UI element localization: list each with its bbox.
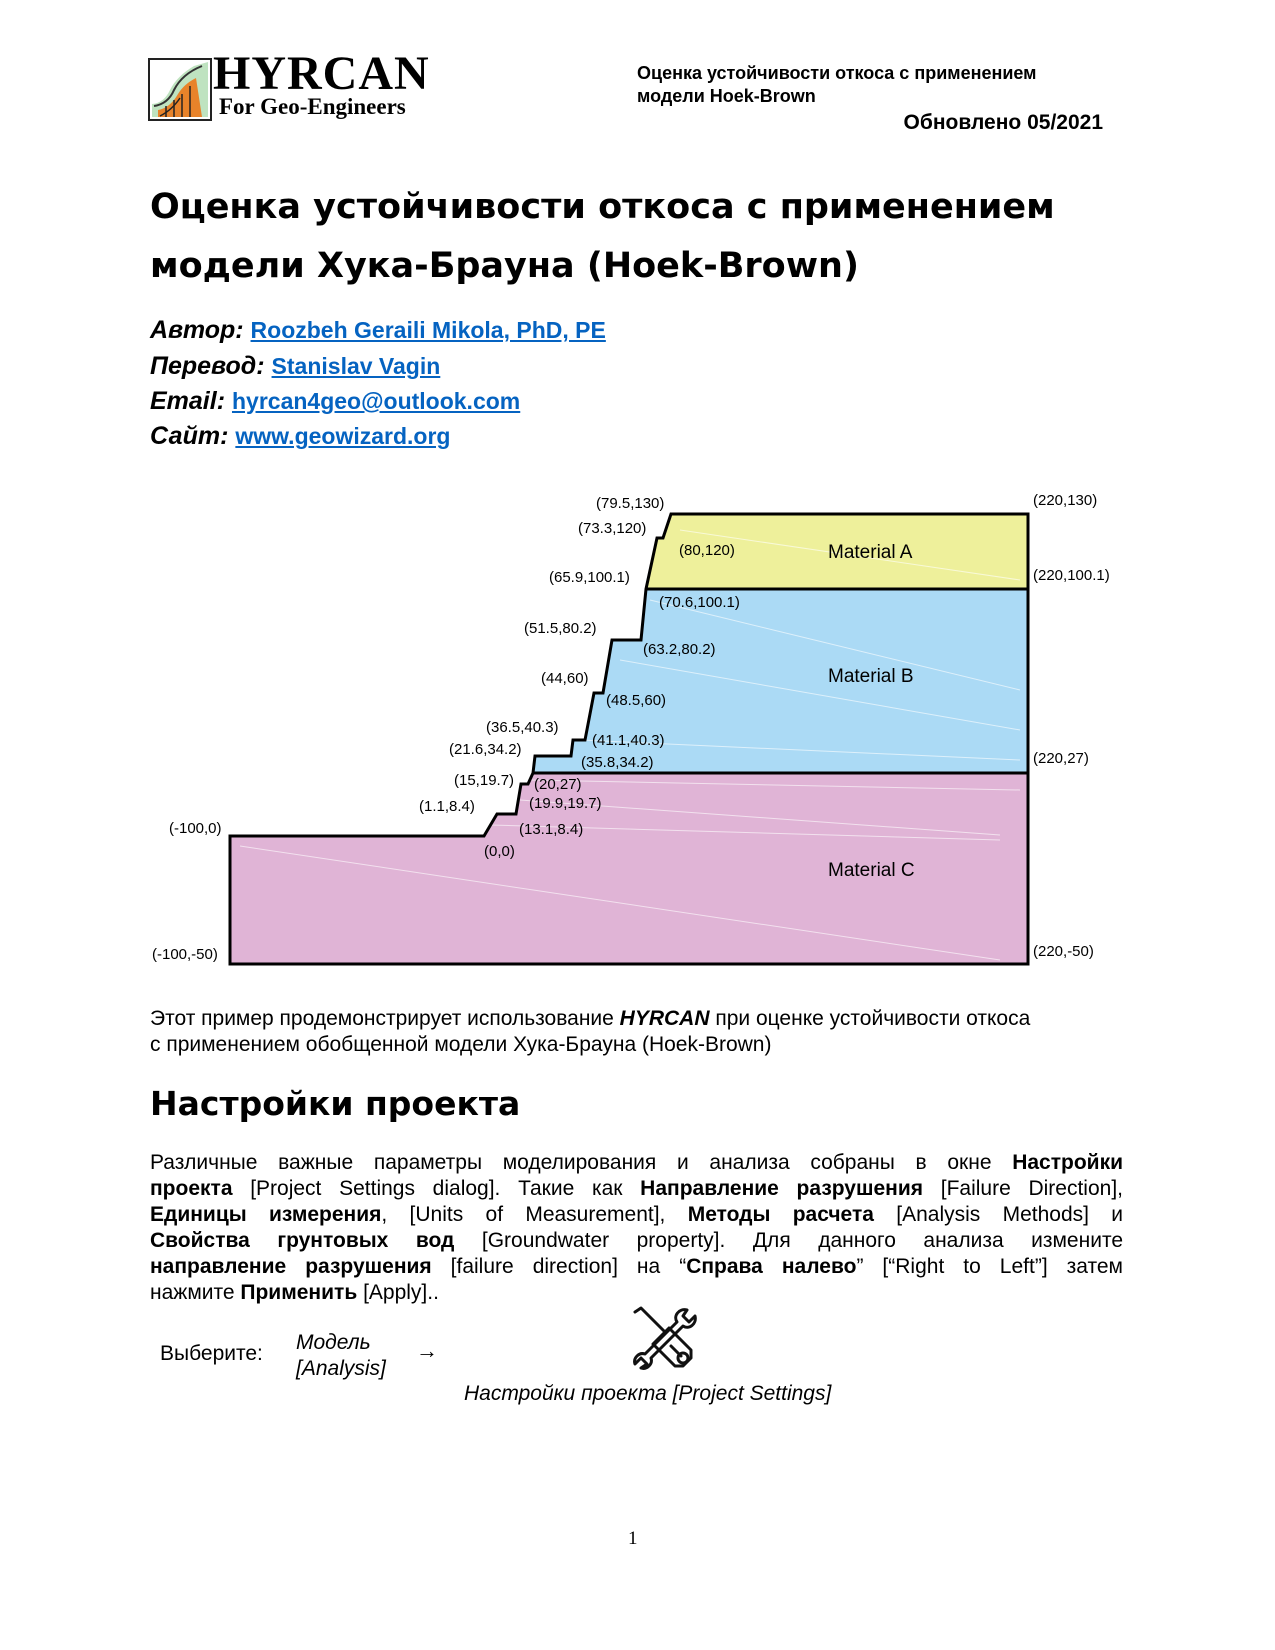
- coord-label: (65.9,100.1): [549, 569, 630, 586]
- author-label: Автор:: [150, 316, 244, 344]
- header-doc-title: Оценка устойчивости откоса с применением модели Hoek-Brown: [637, 63, 1037, 106]
- brand-name: HYRCAN: [619, 1007, 710, 1030]
- translator-label: Перевод:: [150, 352, 265, 380]
- intro-paragraph: Этот пример продемонстрирует использование HYRCAN при оценке устойчивости откоса с применением обобщенной модели Хука-Брауна (Hoek-Brown): [150, 1007, 1031, 1056]
- coord-label: (13.1,8.4): [519, 821, 584, 838]
- logo-subtitle: For Geo-Engineers: [219, 94, 406, 119]
- coord-label: (63.2,80.2): [643, 641, 716, 658]
- select-label: Выберите:: [160, 1342, 263, 1365]
- coord-label: (220,100.1): [1033, 567, 1110, 584]
- header-updated-date: Обновлено 05/2021: [903, 111, 1103, 134]
- material-a-label: Material A: [828, 542, 913, 563]
- coord-label: (36.5,40.3): [486, 719, 559, 736]
- logo-title: HYRCAN: [213, 47, 430, 100]
- tools-icon[interactable]: [631, 1306, 699, 1372]
- analysis-menu-item[interactable]: Модель [Analysis]: [296, 1331, 386, 1380]
- coord-label: (41.1,40.3): [592, 732, 665, 749]
- coord-label: (48.5,60): [606, 692, 667, 709]
- project-settings-caption: Настройки проекта [Project Settings]: [464, 1382, 832, 1405]
- coord-label: (79.5,130): [596, 495, 665, 512]
- coord-label: (35.8,34.2): [581, 754, 654, 771]
- site-link[interactable]: www.geowizard.org: [235, 423, 451, 449]
- page-number: 1: [628, 1528, 638, 1549]
- coord-label: (220,130): [1033, 492, 1098, 509]
- coord-label: (70.6,100.1): [659, 594, 740, 611]
- coord-label: (220,27): [1033, 750, 1089, 767]
- coord-label: (1.1,8.4): [419, 798, 475, 815]
- coord-label: (73.3,120): [578, 520, 647, 537]
- section-paragraph: Различные важные параметры моделирования и анализа собраны в окне Настройки проекта [Project Settings dialog]. Такие как Направление разрушения [Failure Direction], Единицы измерения, [Units of Measurement], Методы расчета [Analysis Methods] и Свойства грунтовых вод [Groundwater property]. Для данного анализа измените направление разрушения [failure direction] на “Справа налево” [“Right to Left”] затем нажмите Применить [Apply]..: [150, 1151, 1124, 1304]
- site-label: Сайт:: [150, 422, 229, 450]
- section-heading: Настройки проекта: [150, 1084, 521, 1123]
- coord-label: (19.9,19.7): [529, 795, 602, 812]
- coord-label: (20,27): [534, 776, 582, 793]
- material-c-label: Material C: [828, 860, 915, 881]
- arrow-right-icon: →: [416, 1338, 438, 1363]
- author-link[interactable]: Roozbeh Geraili Mikola, PhD, PE: [250, 317, 606, 343]
- translator-link[interactable]: Stanislav Vagin: [271, 353, 441, 379]
- coord-label: (51.5,80.2): [524, 620, 597, 637]
- coord-label: (21.6,34.2): [449, 741, 522, 758]
- coord-label: (15,19.7): [454, 772, 515, 789]
- email-label: Email:: [150, 387, 226, 415]
- coord-label: (44,60): [541, 670, 589, 687]
- coord-label: (-100,-50): [152, 946, 218, 963]
- coord-label: (220,-50): [1033, 943, 1094, 960]
- coord-label: (0,0): [484, 843, 515, 860]
- email-link[interactable]: hyrcan4geo@outlook.com: [231, 388, 521, 414]
- material-b-label: Material B: [828, 666, 914, 687]
- coord-label: (80,120): [679, 542, 735, 559]
- coord-label: (-100,0): [169, 820, 222, 837]
- page-title: Оценка устойчивости откоса с применением модели Хука-Брауна (Hoek-Brown): [150, 187, 1055, 286]
